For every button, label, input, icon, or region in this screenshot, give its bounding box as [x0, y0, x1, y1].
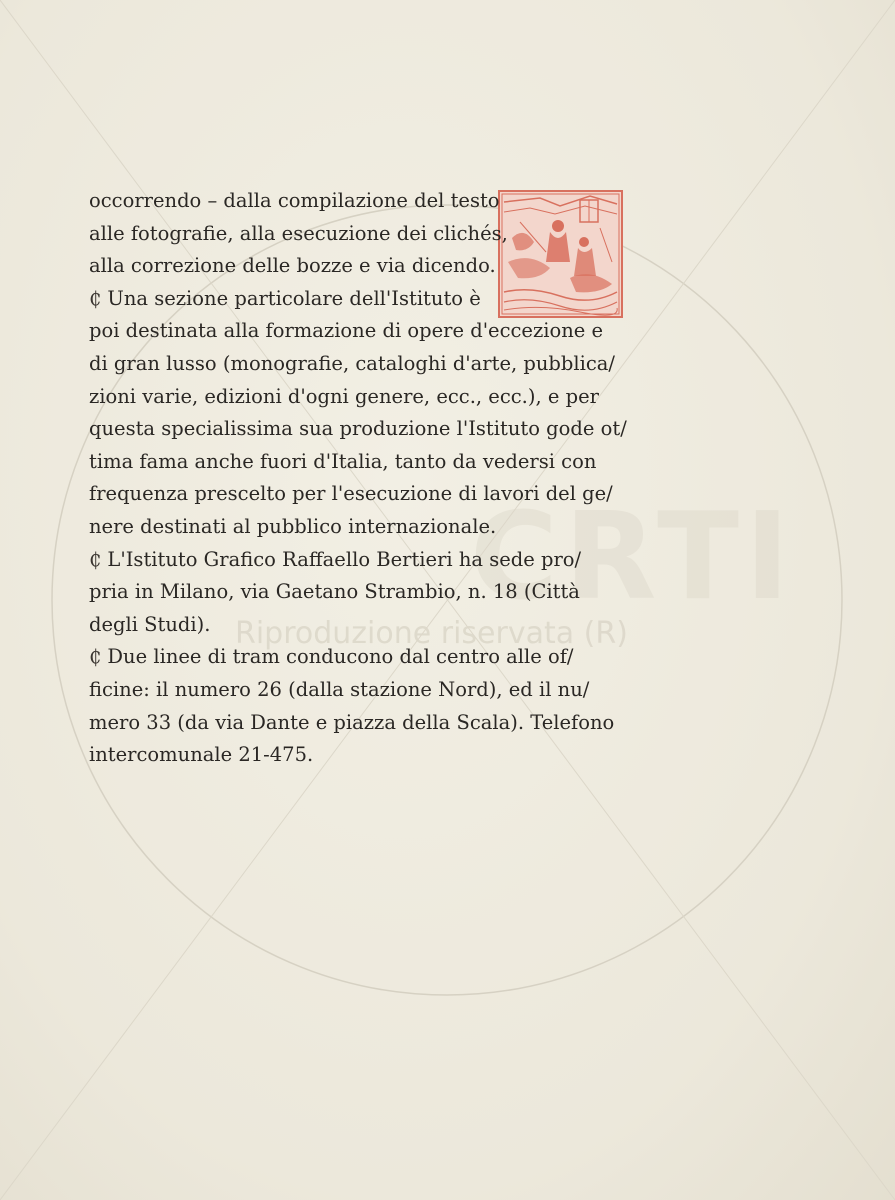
paragraph-start — [89, 283, 491, 316]
paragraph-mark: ₵ — [89, 547, 102, 571]
text-line: L'Istituto Grafico Raffaello Bertieri ha sede pro/ — [107, 547, 582, 571]
text-line: Una sezione particolare dell'Istituto è — [107, 286, 481, 310]
body-text — [89, 185, 629, 772]
text-line: Due linee di tram conducono dal centro alle of/ — [107, 645, 574, 669]
text-line: degli Studi). — [89, 612, 211, 636]
paragraph-mark: ₵ — [89, 645, 102, 669]
text-line: poi destinata alla formazione di opere d'eccezione e — [89, 319, 604, 343]
text-line: zioni varie, edizioni d'ogni genere, ecc., ecc.), e per — [89, 384, 599, 408]
text-line: alla correzione delle bozze e via dicendo. — [89, 254, 496, 278]
text-line: questa specialissima sua produzione l'Istituto gode ot/ — [89, 417, 627, 441]
text-line: di gran lusso (monografie, cataloghi d'arte, pubblica/ — [89, 351, 615, 375]
text-line: frequenza prescelto per l'esecuzione di lavori del ge/ — [89, 482, 613, 506]
text-line: mero 33 (da via Dante e piazza della Scala). Telefono — [89, 710, 615, 734]
watermark-text: Riproduzione riservata (R) — [235, 616, 628, 651]
paragraph-start — [89, 641, 629, 674]
text-line: nere destinati al pubblico internazionale. — [89, 514, 497, 538]
paragraph-mark: ₵ — [89, 286, 102, 310]
text-line: pria in Milano, via Gaetano Strambio, n. 18 (Città — [89, 580, 580, 604]
text-line: occorrendo – dalla compilazione del testo — [89, 189, 500, 212]
text-line: intercomunale 21-475. — [89, 743, 314, 767]
watermark-logo: CRTI — [470, 488, 796, 627]
text-line: tima fama anche fuori d'Italia, tanto da vedersi con — [89, 449, 597, 473]
text-line: ficine: il numero 26 (dalla stazione Nord), ed il nu/ — [89, 677, 590, 701]
text-line: alle fotografie, alla esecuzione dei clichés, — [89, 221, 508, 245]
paragraph-start — [89, 544, 629, 577]
